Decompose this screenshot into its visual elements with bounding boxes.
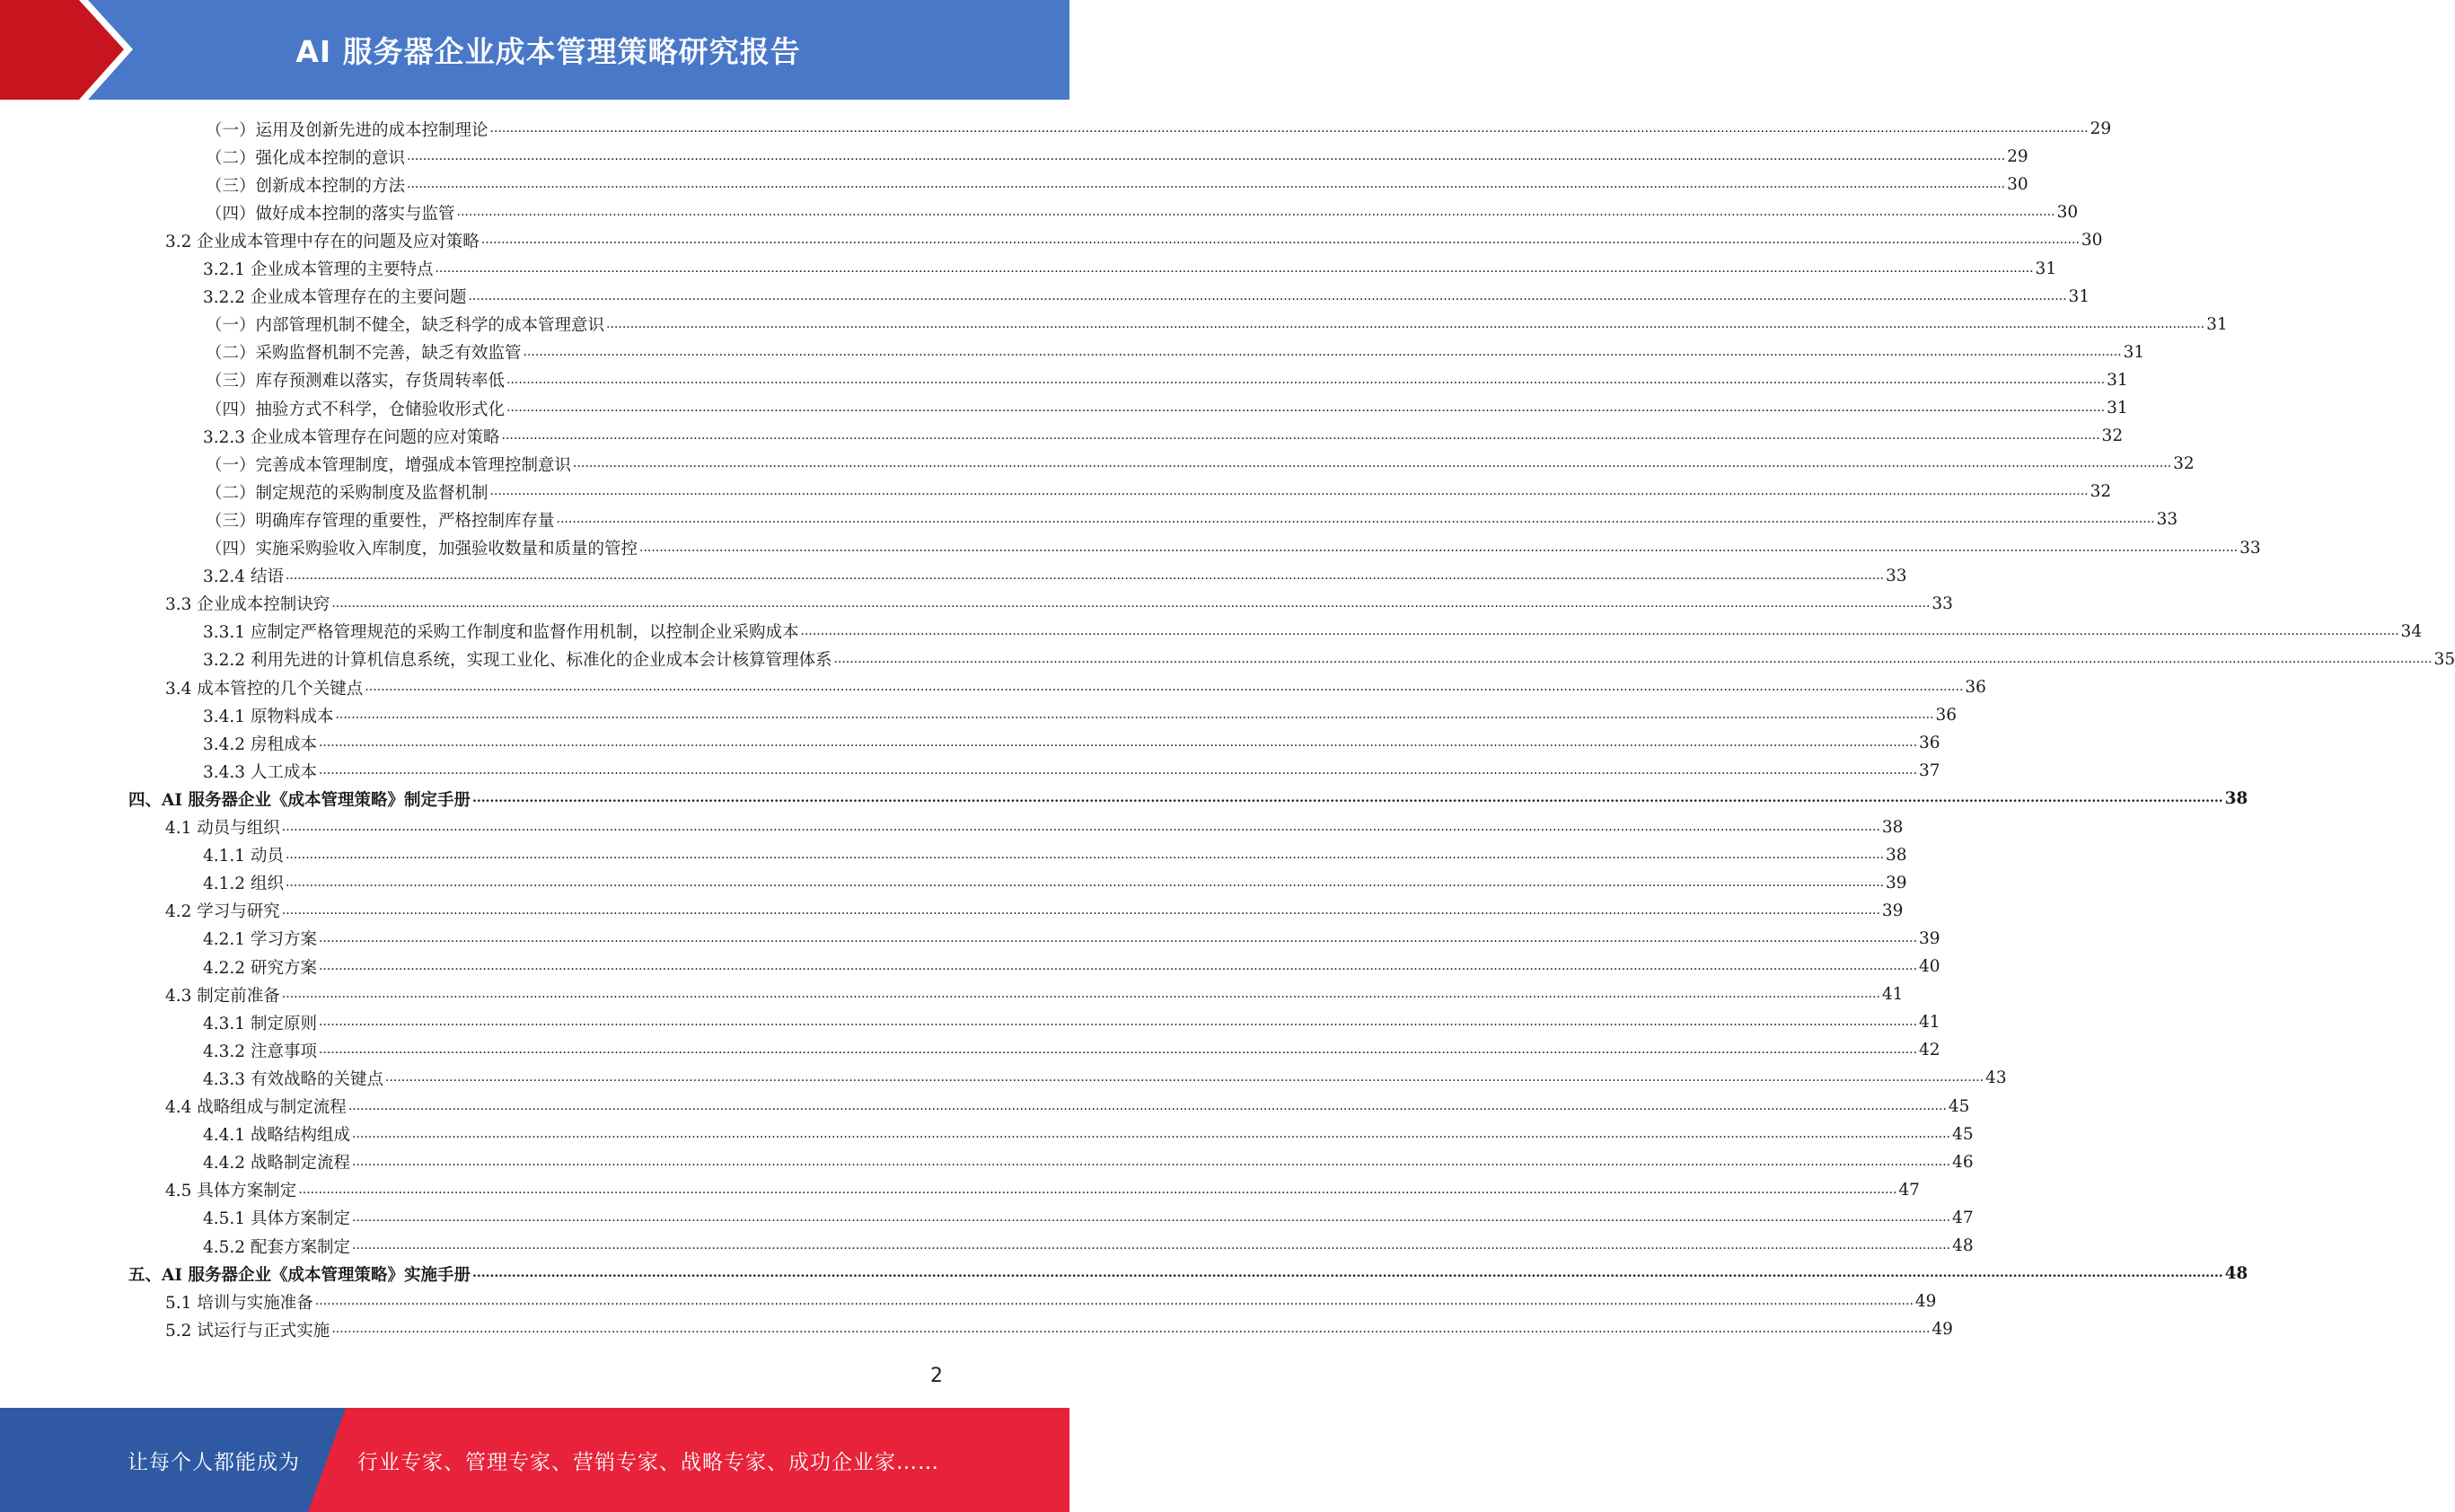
toc-leader-dots: ................................................................................................................................................................................................................................................................................................................................................................................................................ [314, 1294, 1914, 1309]
toc-entry-label: 4.4.2 战略制定流程 [203, 1154, 350, 1174]
toc-leader-dots: ................................................................................................................................................................................................................................................................................................................................................................................................................ [407, 149, 2006, 164]
toc-entry-page: 48 [2224, 1264, 2248, 1284]
toc-entry[interactable] [206, 198, 2079, 226]
toc-entry-label: （四）抽验方式不科学，仓储验收形式化 [206, 400, 506, 419]
toc-entry-label: （二）制定规范的采购制度及监督机制 [206, 483, 488, 503]
toc-entry-page: 30 [2081, 231, 2103, 251]
toc-entry-page: 34 [2400, 621, 2423, 641]
toc-entry[interactable] [165, 897, 1904, 925]
toc-entry-page: 30 [2007, 175, 2028, 195]
footer-slogan-right: 行业专家、管理专家、营销专家、战略专家、成功企业家…… [357, 1450, 939, 1474]
document-title: AI 服务器企业成本管理策略研究报告 [295, 34, 801, 69]
toc-entry[interactable] [206, 143, 2028, 171]
toc-leader-dots: ................................................................................................................................................................................................................................................................................................................................................................................................................ [639, 540, 2239, 555]
toc-leader-dots: ................................................................................................................................................................................................................................................................................................................................................................................................................ [298, 1182, 1897, 1197]
toc-leader-dots: ................................................................................................................................................................................................................................................................................................................................................................................................................ [335, 708, 1934, 723]
footer-band [0, 1408, 1069, 1512]
toc-entry[interactable] [206, 115, 2112, 143]
toc-entry-page: 42 [1919, 1041, 1940, 1060]
toc-entry-label: 4.1.1 动员 [203, 847, 284, 866]
toc-entry-page: 39 [1919, 928, 1940, 948]
toc-entry[interactable] [203, 1121, 1974, 1148]
toc-leader-dots: ................................................................................................................................................................................................................................................................................................................................................................................................................ [351, 1126, 1951, 1141]
toc-entry[interactable] [165, 590, 1953, 618]
toc-entry-page: 32 [2173, 454, 2195, 474]
toc-entry[interactable] [203, 283, 2090, 311]
toc-entry[interactable] [206, 505, 2178, 533]
toc-entry-label: 4.5.2 配套方案制定 [203, 1237, 350, 1257]
toc-entry[interactable] [165, 1315, 1953, 1343]
toc-leader-dots: ................................................................................................................................................................................................................................................................................................................................................................................................................ [384, 1070, 1984, 1086]
toc-entry[interactable] [203, 1008, 1940, 1036]
toc-entry-label: （四）做好成本控制的落实与监管 [206, 204, 455, 224]
toc-entry[interactable] [206, 171, 2028, 198]
toc-entry-page: 31 [2206, 314, 2228, 334]
toc-entry-page: 41 [1919, 1013, 1940, 1033]
toc-entry[interactable] [206, 478, 2112, 505]
toc-entry-page: 38 [1881, 817, 1904, 837]
toc-entry-label: （一）内部管理机制不健全，缺乏科学的成本管理意识 [206, 316, 605, 336]
toc-entry-page: 31 [2123, 342, 2145, 362]
toc-leader-dots: ................................................................................................................................................................................................................................................................................................................................................................................................................ [468, 288, 2067, 303]
toc-leader-dots: ................................................................................................................................................................................................................................................................................................................................................................................................................ [435, 260, 2034, 276]
toc-entry-page: 38 [1886, 845, 1907, 865]
toc-entry[interactable] [206, 534, 2261, 562]
toc-leader-dots: ................................................................................................................................................................................................................................................................................................................................................................................................................ [351, 1154, 1951, 1169]
toc-entry-label: 3.4.1 原物料成本 [203, 707, 334, 726]
toc-entry[interactable] [203, 729, 1940, 757]
toc-entry-label: 4.1.2 组织 [203, 875, 284, 894]
toc-leader-dots: ................................................................................................................................................................................................................................................................................................................................................................................................................ [318, 959, 1918, 973]
toc-leader-dots: ................................................................................................................................................................................................................................................................................................................................................................................................................ [471, 791, 2223, 806]
toc-entry-page: 35 [2433, 649, 2455, 669]
toc-entry-page: 32 [2090, 482, 2112, 502]
toc-entry-page: 31 [2068, 286, 2090, 306]
toc-entry-page: 31 [2107, 399, 2128, 418]
toc-leader-dots: ................................................................................................................................................................................................................................................................................................................................................................................................................ [471, 1266, 2223, 1281]
toc-leader-dots: ................................................................................................................................................................................................................................................................................................................................................................................................................ [365, 680, 1964, 694]
toc-leader-dots: ................................................................................................................................................................................................................................................................................................................................................................................................................ [331, 1322, 1931, 1337]
toc-entry[interactable] [165, 226, 2103, 254]
toc-entry-page: 45 [1948, 1096, 1970, 1116]
page-number: 2 [930, 1365, 943, 1387]
toc-leader-dots: ................................................................................................................................................................................................................................................................................................................................................................................................................ [606, 316, 2205, 331]
toc-entry[interactable] [203, 925, 1940, 953]
footer-slogan-left: 让每个人都能成为 [128, 1450, 300, 1474]
toc-entry-page: 32 [2101, 426, 2124, 446]
toc-entry[interactable] [203, 1148, 1974, 1176]
toc-entry-page: 37 [1919, 761, 1940, 781]
toc-entry-page: 29 [2090, 119, 2112, 138]
toc-entry-label: （三）明确库存管理的重要性，严格控制库存量 [206, 511, 555, 531]
toc-entry-label: （二）强化成本控制的意识 [206, 148, 406, 168]
toc-entry[interactable] [203, 1036, 1940, 1064]
toc-leader-dots: ................................................................................................................................................................................................................................................................................................................................................................................................................ [800, 623, 2399, 638]
red-chevron-decoration [0, 0, 144, 100]
toc-entry-label: 4.4.1 战略结构组成 [203, 1126, 350, 1146]
toc-entry-label: 4.3.2 注意事项 [203, 1042, 317, 1061]
toc-entry[interactable] [165, 980, 1904, 1008]
toc-leader-dots: ................................................................................................................................................................................................................................................................................................................................................................................................................ [285, 875, 1885, 890]
toc-entry-label: （四）实施采购验收入库制度，加强验收数量和质量的管控 [206, 540, 638, 558]
toc-entry-label: （一）运用及创新先进的成本控制理论 [206, 120, 488, 140]
toc-entry-label: 5.1 培训与实施准备 [165, 1293, 313, 1313]
toc-entry-label: 3.2.2 利用先进的计算机信息系统，实现工业化、标准化的企业成本会计核算管理体系 [203, 651, 832, 671]
toc-leader-dots: ................................................................................................................................................................................................................................................................................................................................................................................................................ [281, 902, 1880, 918]
toc-leader-dots: ................................................................................................................................................................................................................................................................................................................................................................................................................ [501, 428, 2100, 444]
toc-entry[interactable] [203, 1232, 1974, 1260]
toc-entry[interactable] [203, 701, 1958, 729]
toc-entry-label: 3.2.4 结语 [203, 567, 284, 587]
toc-leader-dots: ................................................................................................................................................................................................................................................................................................................................................................................................................ [556, 512, 2155, 527]
toc-entry-label: （二）采购监督机制不完善，缺乏有效监管 [206, 344, 522, 364]
toc-entry-label: 3.4.3 人工成本 [203, 762, 317, 782]
toc-entry-label: 4.2 学习与研究 [165, 902, 280, 922]
toc-entry[interactable] [203, 953, 1940, 980]
toc-entry-page: 38 [2224, 789, 2248, 809]
toc-entry-label: 3.2.1 企业成本管理的主要特点 [203, 260, 434, 279]
toc-entry[interactable] [165, 673, 1986, 701]
toc-entry[interactable] [203, 618, 2423, 646]
toc-leader-dots: ................................................................................................................................................................................................................................................................................................................................................................................................................ [351, 1209, 1951, 1225]
toc-leader-dots: ................................................................................................................................................................................................................................................................................................................................................................................................................ [318, 1042, 1918, 1058]
toc-entry-label: 4.5.1 具体方案制定 [203, 1209, 350, 1229]
toc-entry-page: 40 [1919, 957, 1940, 976]
toc-entry-page: 45 [1952, 1124, 1974, 1144]
toc-leader-dots: ................................................................................................................................................................................................................................................................................................................................................................................................................ [348, 1098, 1947, 1113]
toc-entry-page: 47 [1952, 1208, 1974, 1227]
toc-entry-page: 30 [2056, 203, 2079, 223]
toc-leader-dots: ................................................................................................................................................................................................................................................................................................................................................................................................................ [480, 233, 2080, 248]
toc-entry[interactable] [203, 1064, 2007, 1092]
toc-leader-dots: ................................................................................................................................................................................................................................................................................................................................................................................................................ [573, 456, 2172, 471]
toc-leader-dots: ................................................................................................................................................................................................................................................................................................................................................................................................................ [456, 205, 2055, 220]
toc-entry-label: 5.2 试运行与正式实施 [165, 1321, 330, 1341]
toc-leader-dots: ................................................................................................................................................................................................................................................................................................................................................................................................................ [331, 595, 1931, 611]
header-band [0, 0, 1069, 100]
toc-entry-label: 4.3.3 有效战略的关键点 [203, 1069, 383, 1089]
toc-entry-label: 3.4.2 房租成本 [203, 734, 317, 754]
toc-leader-dots: ................................................................................................................................................................................................................................................................................................................................................................................................................ [281, 987, 1880, 1002]
toc-entry-page: 39 [1881, 901, 1904, 920]
toc-leader-dots: ................................................................................................................................................................................................................................................................................................................................................................................................................ [489, 121, 2089, 136]
toc-entry[interactable] [203, 422, 2124, 450]
toc-entry-label: 4.4 战略组成与制定流程 [165, 1098, 347, 1117]
toc-entry-label: （一）完善成本管理制度，增强成本管理控制意识 [206, 455, 572, 475]
toc-entry-page: 49 [1931, 1320, 1953, 1340]
toc-entry-page: 33 [1886, 566, 1907, 585]
toc-entry[interactable] [203, 1204, 1974, 1232]
toc-entry-page: 49 [1914, 1292, 1937, 1312]
toc-entry-page: 31 [2107, 370, 2128, 390]
toc-entry-page: 46 [1952, 1152, 1974, 1172]
toc-entry[interactable] [203, 646, 2455, 673]
toc-entry-page: 33 [2156, 510, 2178, 530]
toc-entry-page: 29 [2007, 147, 2028, 167]
toc-entry[interactable] [165, 1093, 1970, 1121]
toc-leader-dots: ................................................................................................................................................................................................................................................................................................................................................................................................................ [506, 372, 2106, 387]
toc-leader-dots: ................................................................................................................................................................................................................................................................................................................................................................................................................ [489, 484, 2089, 499]
toc-entry[interactable] [206, 311, 2228, 338]
toc-entry-page: 43 [1985, 1068, 2007, 1088]
toc-entry-label: 五、AI 服务器企业《成本管理策略》实施手册 [128, 1265, 471, 1285]
toc-entry-page: 41 [1881, 985, 1904, 1005]
toc-leader-dots: ................................................................................................................................................................................................................................................................................................................................................................................................................ [285, 567, 1885, 583]
toc-leader-dots: ................................................................................................................................................................................................................................................................................................................................................................................................................ [318, 1015, 1918, 1030]
toc-entry-page: 48 [1952, 1236, 1974, 1255]
toc-entry-page: 31 [2035, 259, 2057, 278]
toc-entry[interactable] [203, 869, 1907, 897]
toc-entry-label: 4.5 具体方案制定 [165, 1182, 297, 1201]
toc-entry[interactable] [203, 255, 2057, 283]
toc-entry[interactable] [165, 1176, 1920, 1204]
toc-leader-dots: ................................................................................................................................................................................................................................................................................................................................................................................................................ [285, 847, 1885, 862]
toc-leader-dots: ................................................................................................................................................................................................................................................................................................................................................................................................................ [318, 735, 1918, 751]
toc-entry-label: 3.3 企业成本控制诀窍 [165, 595, 330, 615]
toc-entry[interactable] [165, 813, 1904, 841]
toc-entry[interactable] [128, 785, 2248, 813]
toc-entry-label: （三）创新成本控制的方法 [206, 176, 406, 196]
toc-leader-dots: ................................................................................................................................................................................................................................................................................................................................................................................................................ [506, 400, 2106, 415]
toc-entry-label: 4.2.2 研究方案 [203, 958, 317, 978]
toc-entry[interactable] [206, 394, 2128, 422]
toc-entry[interactable] [128, 1260, 2248, 1288]
toc-entry[interactable] [203, 841, 1907, 869]
toc-entry[interactable] [203, 562, 1907, 590]
toc-entry-page: 33 [2239, 538, 2261, 558]
toc-leader-dots: ................................................................................................................................................................................................................................................................................................................................................................................................................ [318, 930, 1918, 945]
toc-entry-page: 36 [1935, 706, 1958, 725]
toc-entry-page: 33 [1931, 593, 1953, 613]
toc-entry-label: （三）库存预测难以落实，存货周转率低 [206, 372, 506, 391]
toc-entry-label: 3.2.2 企业成本管理存在的主要问题 [203, 288, 467, 308]
toc-entry-page: 47 [1898, 1180, 1920, 1200]
toc-entry-label: 3.4 成本管控的几个关键点 [165, 679, 364, 699]
toc-leader-dots: ................................................................................................................................................................................................................................................................................................................................................................................................................ [833, 651, 2433, 666]
toc-entry-label: 3.2 企业成本管理中存在的问题及应对策略 [165, 232, 480, 251]
toc-entry[interactable] [206, 338, 2145, 366]
toc-entry-label: 4.3.1 制定原则 [203, 1014, 317, 1033]
toc-leader-dots: ................................................................................................................................................................................................................................................................................................................................................................................................................ [407, 177, 2006, 192]
toc-entry-label: 3.3.1 应制定严格管理规范的采购工作制度和监督作用机制，以控制企业采购成本 [203, 623, 799, 643]
toc-entry[interactable] [203, 757, 1940, 785]
toc-leader-dots: ................................................................................................................................................................................................................................................................................................................................................................................................................ [281, 819, 1880, 834]
toc-entry-page: 39 [1886, 873, 1907, 892]
toc-leader-dots: ................................................................................................................................................................................................................................................................................................................................................................................................................ [523, 344, 2122, 359]
toc-entry-label: 4.1 动员与组织 [165, 819, 280, 838]
toc-entry[interactable] [206, 366, 2128, 394]
toc-leader-dots: ................................................................................................................................................................................................................................................................................................................................................................................................................ [318, 763, 1918, 778]
toc-entry-label: 4.3 制定前准备 [165, 986, 280, 1006]
toc-entry-page: 36 [1965, 678, 1986, 697]
toc-entry-label: 四、AI 服务器企业《成本管理策略》制定手册 [128, 790, 471, 810]
toc-entry-label: 3.2.3 企业成本管理存在问题的应对策略 [203, 427, 500, 447]
toc-entry[interactable] [206, 450, 2195, 478]
toc-entry-page: 36 [1919, 734, 1940, 753]
toc-entry[interactable] [165, 1288, 1937, 1315]
toc-leader-dots: ................................................................................................................................................................................................................................................................................................................................................................................................................ [351, 1238, 1951, 1253]
toc-entry-label: 4.2.1 学习方案 [203, 930, 317, 950]
